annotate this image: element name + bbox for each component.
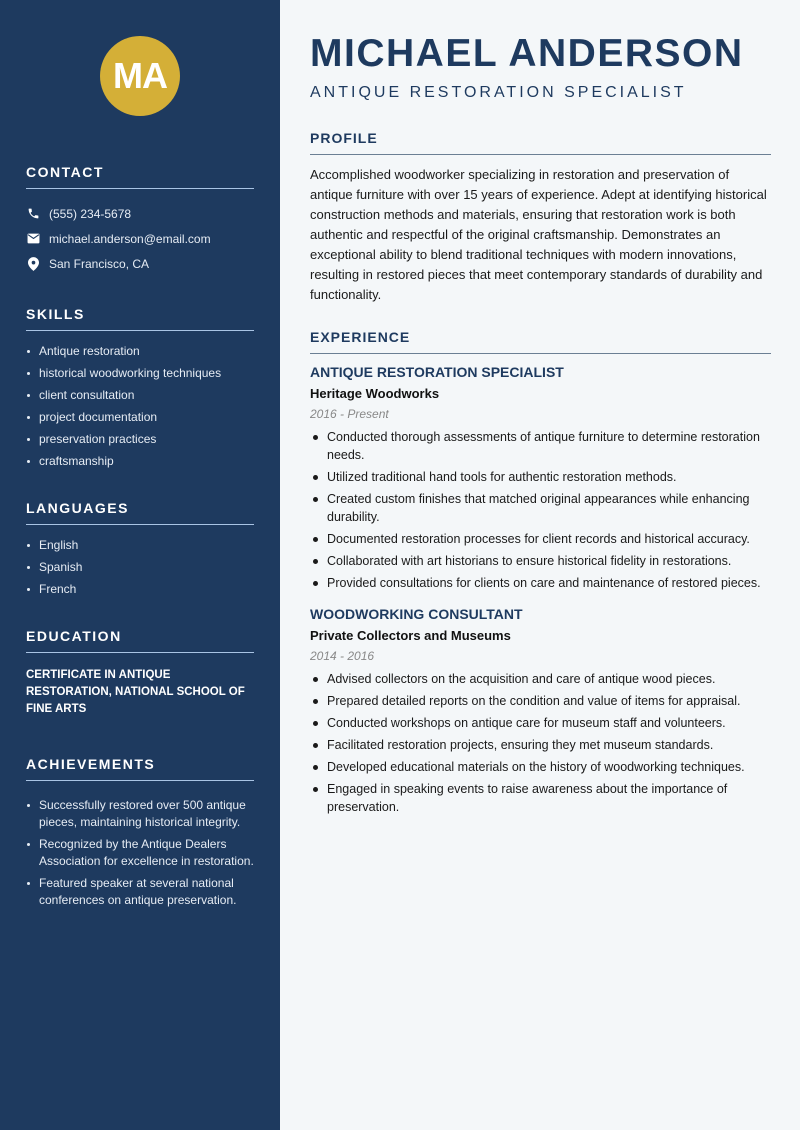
skills-section (26, 306, 254, 470)
job-entry (310, 606, 771, 816)
language-item: French (26, 581, 254, 598)
job-bullet: Prepared detailed reports on the condition and value of items for appraisal. (310, 692, 771, 710)
languages-title: LANGUAGES (26, 500, 254, 525)
email-icon (26, 232, 40, 246)
candidate-name: MICHAEL ANDERSON (310, 32, 744, 75)
avatar: MA (100, 36, 180, 116)
skills-title: SKILLS (26, 306, 254, 331)
skill-item: project documentation (26, 409, 254, 426)
profile-section (310, 130, 771, 305)
contact-location-text: San Francisco, CA (49, 256, 150, 271)
contact-email-text[interactable]: michael.anderson@email.com (49, 231, 211, 246)
job-bullets (310, 428, 771, 592)
achievement-item: Featured speaker at several national conferences on antique preservation. (26, 875, 254, 909)
sidebar (0, 0, 280, 1130)
skill-item: client consultation (26, 387, 254, 404)
job-bullet: Provided consultations for clients on care and maintenance of restored pieces. (310, 574, 771, 592)
profile-text: Accomplished woodworker specializing in restoration and preservation of antique furniture with over 15 years of experience. Adept at identifying historical construction methods and materials, ensuring that restoration work is both authentic and respectful of the original craftsmanship. Demonstrates an exceptional ability to blend traditional techniques with modern innovations, resulting in restored pieces that meet contemporary standards of durability and functionality. (310, 167, 767, 302)
avatar-wrap (26, 36, 254, 116)
skills-list (26, 343, 254, 470)
achievements-title: ACHIEVEMENTS (26, 756, 254, 781)
contact-phone (26, 201, 254, 226)
skill-item: Antique restoration (26, 343, 254, 360)
skill-item: historical woodworking techniques (26, 365, 254, 382)
contact-title: CONTACT (26, 164, 254, 189)
languages-list (26, 537, 254, 598)
experience-title: EXPERIENCE (310, 329, 771, 354)
candidate-role: ANTIQUE RESTORATION SPECIALIST (310, 84, 687, 101)
contact-email (26, 226, 254, 251)
contact-phone-text[interactable]: (555) 234-5678 (49, 206, 132, 221)
location-pin-icon (26, 257, 40, 271)
job-bullets (310, 670, 771, 816)
job-bullet: Advised collectors on the acquisition and care of antique wood pieces. (310, 670, 771, 688)
job-bullet: Collaborated with art historians to ensure historical fidelity in restorations. (310, 552, 771, 570)
job-bullet: Conducted workshops on antique care for museum staff and volunteers. (310, 714, 771, 732)
job-company: Heritage Woodworks (310, 386, 440, 401)
job-title: ANTIQUE RESTORATION SPECIALIST (310, 364, 564, 380)
main-content (280, 0, 800, 1130)
job-company: Private Collectors and Museums (310, 628, 511, 643)
language-item: English (26, 537, 254, 554)
job-bullet: Utilized traditional hand tools for authentic restoration methods. (310, 468, 771, 486)
job-bullet: Engaged in speaking events to raise awareness about the importance of preservation. (310, 780, 771, 816)
education-section (26, 628, 254, 718)
skill-item: preservation practices (26, 431, 254, 448)
job-bullet: Developed educational materials on the history of woodworking techniques. (310, 758, 771, 776)
job-dates: 2016 - Present (310, 407, 389, 421)
job-bullet: Created custom finishes that matched original appearances while enhancing durability. (310, 490, 771, 526)
experience-section (310, 329, 771, 816)
achievement-item: Recognized by the Antique Dealers Association for excellence in restoration. (26, 836, 254, 870)
language-item: Spanish (26, 559, 254, 576)
languages-section (26, 500, 254, 598)
contact-location (26, 251, 254, 276)
achievements-list (26, 797, 254, 909)
phone-icon (26, 207, 40, 221)
job-bullet: Conducted thorough assessments of antique furniture to determine restoration needs. (310, 428, 771, 464)
job-bullet: Documented restoration processes for client records and historical accuracy. (310, 530, 771, 548)
job-dates: 2014 - 2016 (310, 649, 375, 663)
job-entry (310, 364, 771, 592)
achievement-item: Successfully restored over 500 antique pieces, maintaining historical integrity. (26, 797, 254, 831)
contact-section (26, 164, 254, 276)
skill-item: craftsmanship (26, 453, 254, 470)
education-entry: CERTIFICATE IN ANTIQUE RESTORATION, NATIONAL SCHOOL OF FINE ARTS (26, 669, 245, 715)
profile-title: PROFILE (310, 130, 771, 155)
job-bullet: Facilitated restoration projects, ensuring they met museum standards. (310, 736, 771, 754)
achievements-section (26, 756, 254, 909)
job-title: WOODWORKING CONSULTANT (310, 606, 523, 622)
education-title: EDUCATION (26, 628, 254, 653)
